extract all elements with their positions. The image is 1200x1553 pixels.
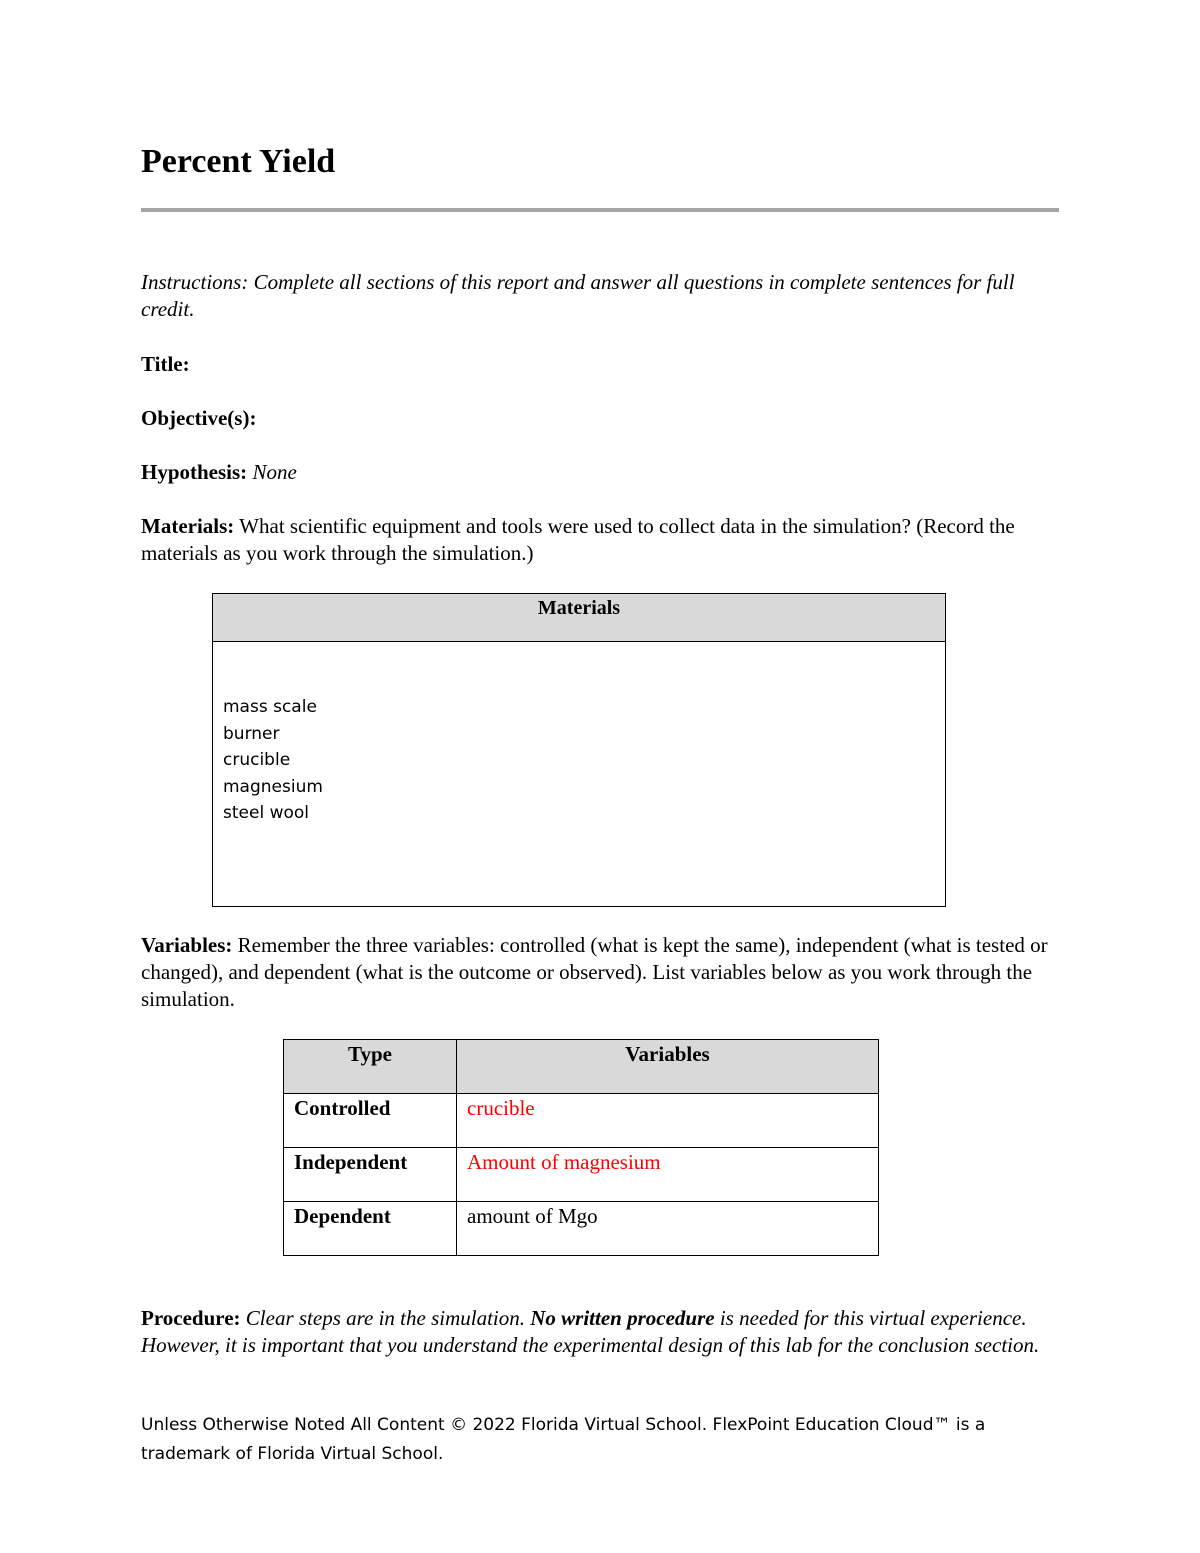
copyright-footer: Unless Otherwise Noted All Content © 2022 Florida Virtual School. FlexPoint Education Cloud™ is a trademark of Florida Virtual School. — [141, 1415, 986, 1464]
procedure-text-bold: No written procedure — [530, 1306, 715, 1330]
materials-table-header: Materials — [213, 594, 946, 642]
hypothesis-label: Hypothesis: — [141, 460, 248, 484]
variables-paragraph — [141, 932, 1059, 1013]
objective-label: Objective(s): — [141, 406, 257, 430]
variable-value-controlled[interactable]: crucible — [457, 1094, 879, 1148]
hypothesis-value: None — [252, 460, 297, 484]
variables-text: Remember the three variables: controlled (what is kept the same), independent (what is tested or changed), and dependent (what is the outcome or observed). List variables below as you work through the simulation. — [141, 933, 1048, 1011]
variable-type-independent: Independent — [284, 1148, 457, 1202]
variable-value-dependent[interactable]: amount of Mgo — [457, 1202, 879, 1256]
procedure-text-1: Clear steps are in the simulation. — [245, 1306, 525, 1330]
title-divider — [141, 208, 1059, 212]
material-item: burner — [223, 723, 280, 744]
table-row — [284, 1148, 879, 1202]
table-row — [284, 1094, 879, 1148]
variables-header-variables: Variables — [457, 1040, 879, 1094]
material-item: steel wool — [223, 803, 309, 823]
variable-value-independent[interactable]: Amount of magnesium — [457, 1148, 879, 1202]
materials-cell[interactable] — [213, 642, 946, 907]
variables-label: Variables: — [141, 933, 233, 957]
materials-list — [223, 694, 935, 827]
variables-header-type: Type — [284, 1040, 457, 1094]
page-title: Percent Yield — [141, 143, 336, 180]
procedure-paragraph — [141, 1305, 1059, 1359]
material-item: crucible — [223, 750, 291, 770]
material-item: magnesium — [223, 776, 323, 797]
procedure-label: Procedure: — [141, 1306, 241, 1330]
variable-type-dependent: Dependent — [284, 1202, 457, 1256]
variables-table — [283, 1039, 879, 1256]
procedure-text-2: is needed for this virtual experience. However, it is important that you understand the experimental design of this lab for the conclusion section. — [141, 1306, 1040, 1357]
table-row — [284, 1202, 879, 1256]
materials-table — [212, 593, 946, 907]
materials-label: Materials: — [141, 514, 235, 538]
hypothesis-line — [141, 459, 1059, 486]
materials-text: What scientific equipment and tools were used to collect data in the simulation? (Record the materials as you work through the simulation.) — [141, 514, 1015, 565]
material-item: mass scale — [223, 697, 317, 717]
title-label: Title: — [141, 352, 190, 376]
variable-type-controlled: Controlled — [284, 1094, 457, 1148]
materials-paragraph — [141, 513, 1059, 567]
instructions-text: Instructions: Complete all sections of this report and answer all questions in complete sentences for full credit. — [141, 270, 1015, 321]
